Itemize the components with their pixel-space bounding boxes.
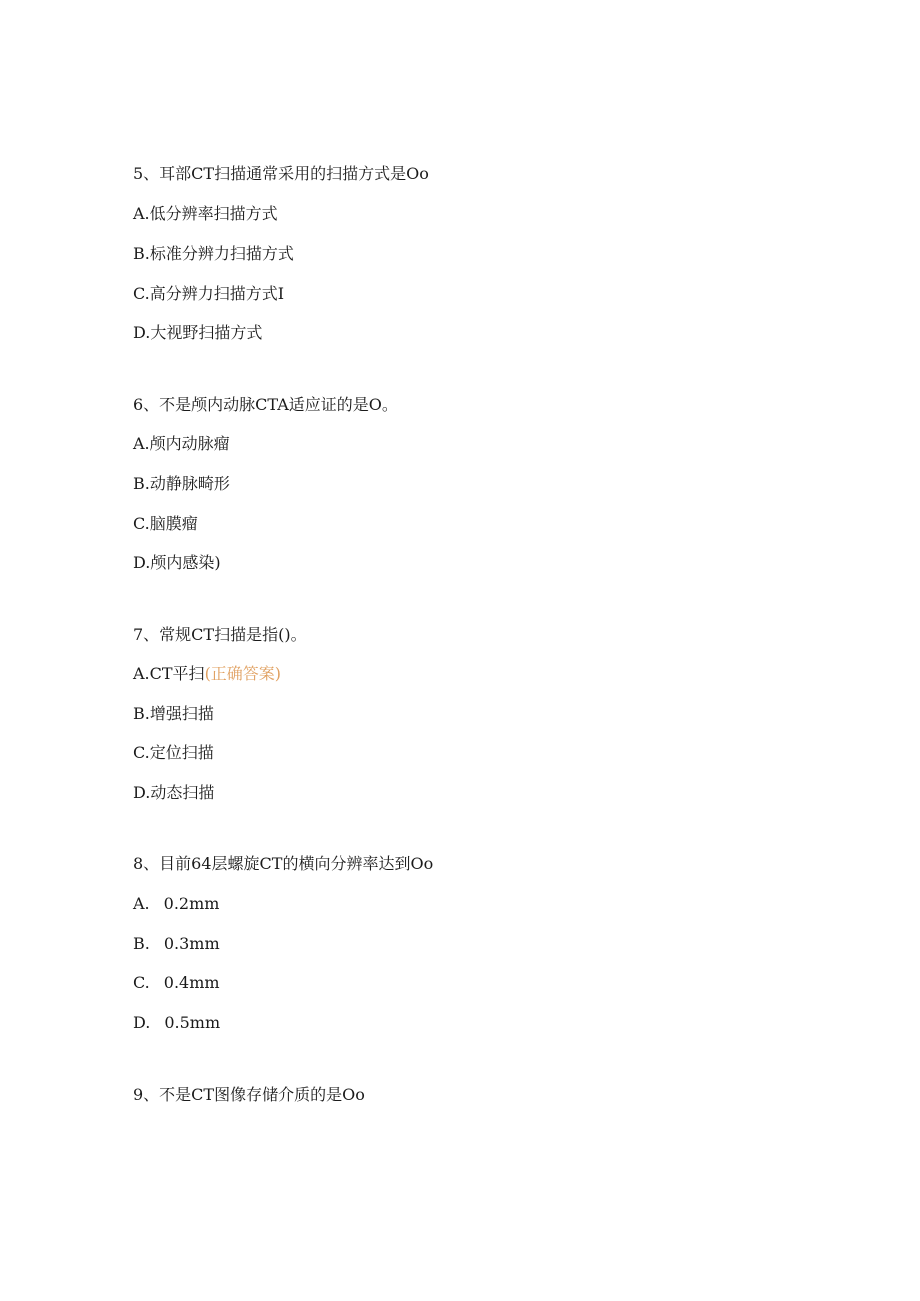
option-text: 标准分辨力扫描方式	[149, 244, 294, 263]
option-letter: B.	[133, 934, 150, 953]
option-text: 颅内动脉瘤	[149, 434, 230, 453]
question-9-stem: 9、不是CT图像存储介质的是Oo	[133, 1085, 365, 1104]
option-letter: D.	[133, 783, 151, 802]
question-5-stem: 5、耳部CT扫描通常采用的扫描方式是Oo	[133, 164, 429, 183]
option-text: 动态扫描	[150, 783, 215, 802]
question-8-stem: 8、目前64层螺旋CT的横向分辨率达到Oo	[133, 854, 434, 873]
option-text: 0.2mm	[163, 894, 220, 913]
option-letter: B.	[133, 244, 150, 263]
option-text: 脑膜瘤	[149, 514, 198, 533]
option-text: 0.3mm	[163, 934, 220, 953]
option-letter: D.	[133, 553, 151, 572]
option-letter: B.	[133, 474, 150, 493]
option-letter: D.	[133, 323, 151, 342]
question-6-stem: 6、不是颅内动脉CTA适应证的是O。	[133, 395, 398, 414]
question-7-option-b	[133, 704, 214, 724]
option-text: 颅内感染)	[150, 553, 221, 572]
question-5-option-b	[133, 244, 294, 264]
question-6-option-b	[133, 474, 230, 494]
question-8-option-a	[133, 894, 219, 914]
option-letter: C.	[133, 284, 150, 303]
option-text: 大视野扫描方式	[150, 323, 263, 342]
question-6-option-c	[133, 514, 198, 534]
question-8-option-c	[133, 973, 220, 993]
question-5-option-c	[133, 284, 284, 304]
question-7-option-d	[133, 783, 214, 803]
correct-answer-note: (正确答案)	[204, 664, 282, 683]
option-text: 定位扫描	[149, 743, 214, 762]
option-letter: C.	[133, 743, 150, 762]
option-text: 低分辨率扫描方式	[149, 204, 278, 223]
question-8-option-b	[133, 934, 220, 954]
question-8-option-d	[133, 1013, 220, 1033]
question-5-option-d	[133, 323, 262, 343]
question-7-option-c	[133, 743, 214, 763]
question-6-option-d	[133, 553, 221, 573]
option-letter: A.	[133, 894, 150, 913]
option-text: 增强扫描	[149, 704, 214, 723]
question-5-option-a	[133, 204, 278, 224]
option-text: 高分辨力扫描方式I	[149, 284, 285, 303]
option-text: 动静脉畸形	[149, 474, 230, 493]
option-letter: A.	[133, 664, 150, 683]
option-letter: B.	[133, 704, 150, 723]
option-letter: C.	[133, 973, 150, 992]
question-7-option-a	[133, 664, 281, 684]
option-letter: C.	[133, 514, 150, 533]
option-letter: A.	[133, 434, 150, 453]
option-text: CT平扫	[149, 664, 205, 683]
option-letter: A.	[133, 204, 150, 223]
question-6-option-a	[133, 434, 230, 454]
option-text: 0.5mm	[164, 1013, 221, 1032]
option-letter: D.	[133, 1013, 151, 1032]
question-7-stem: 7、常规CT扫描是指()。	[133, 625, 307, 644]
option-text: 0.4mm	[163, 973, 220, 992]
